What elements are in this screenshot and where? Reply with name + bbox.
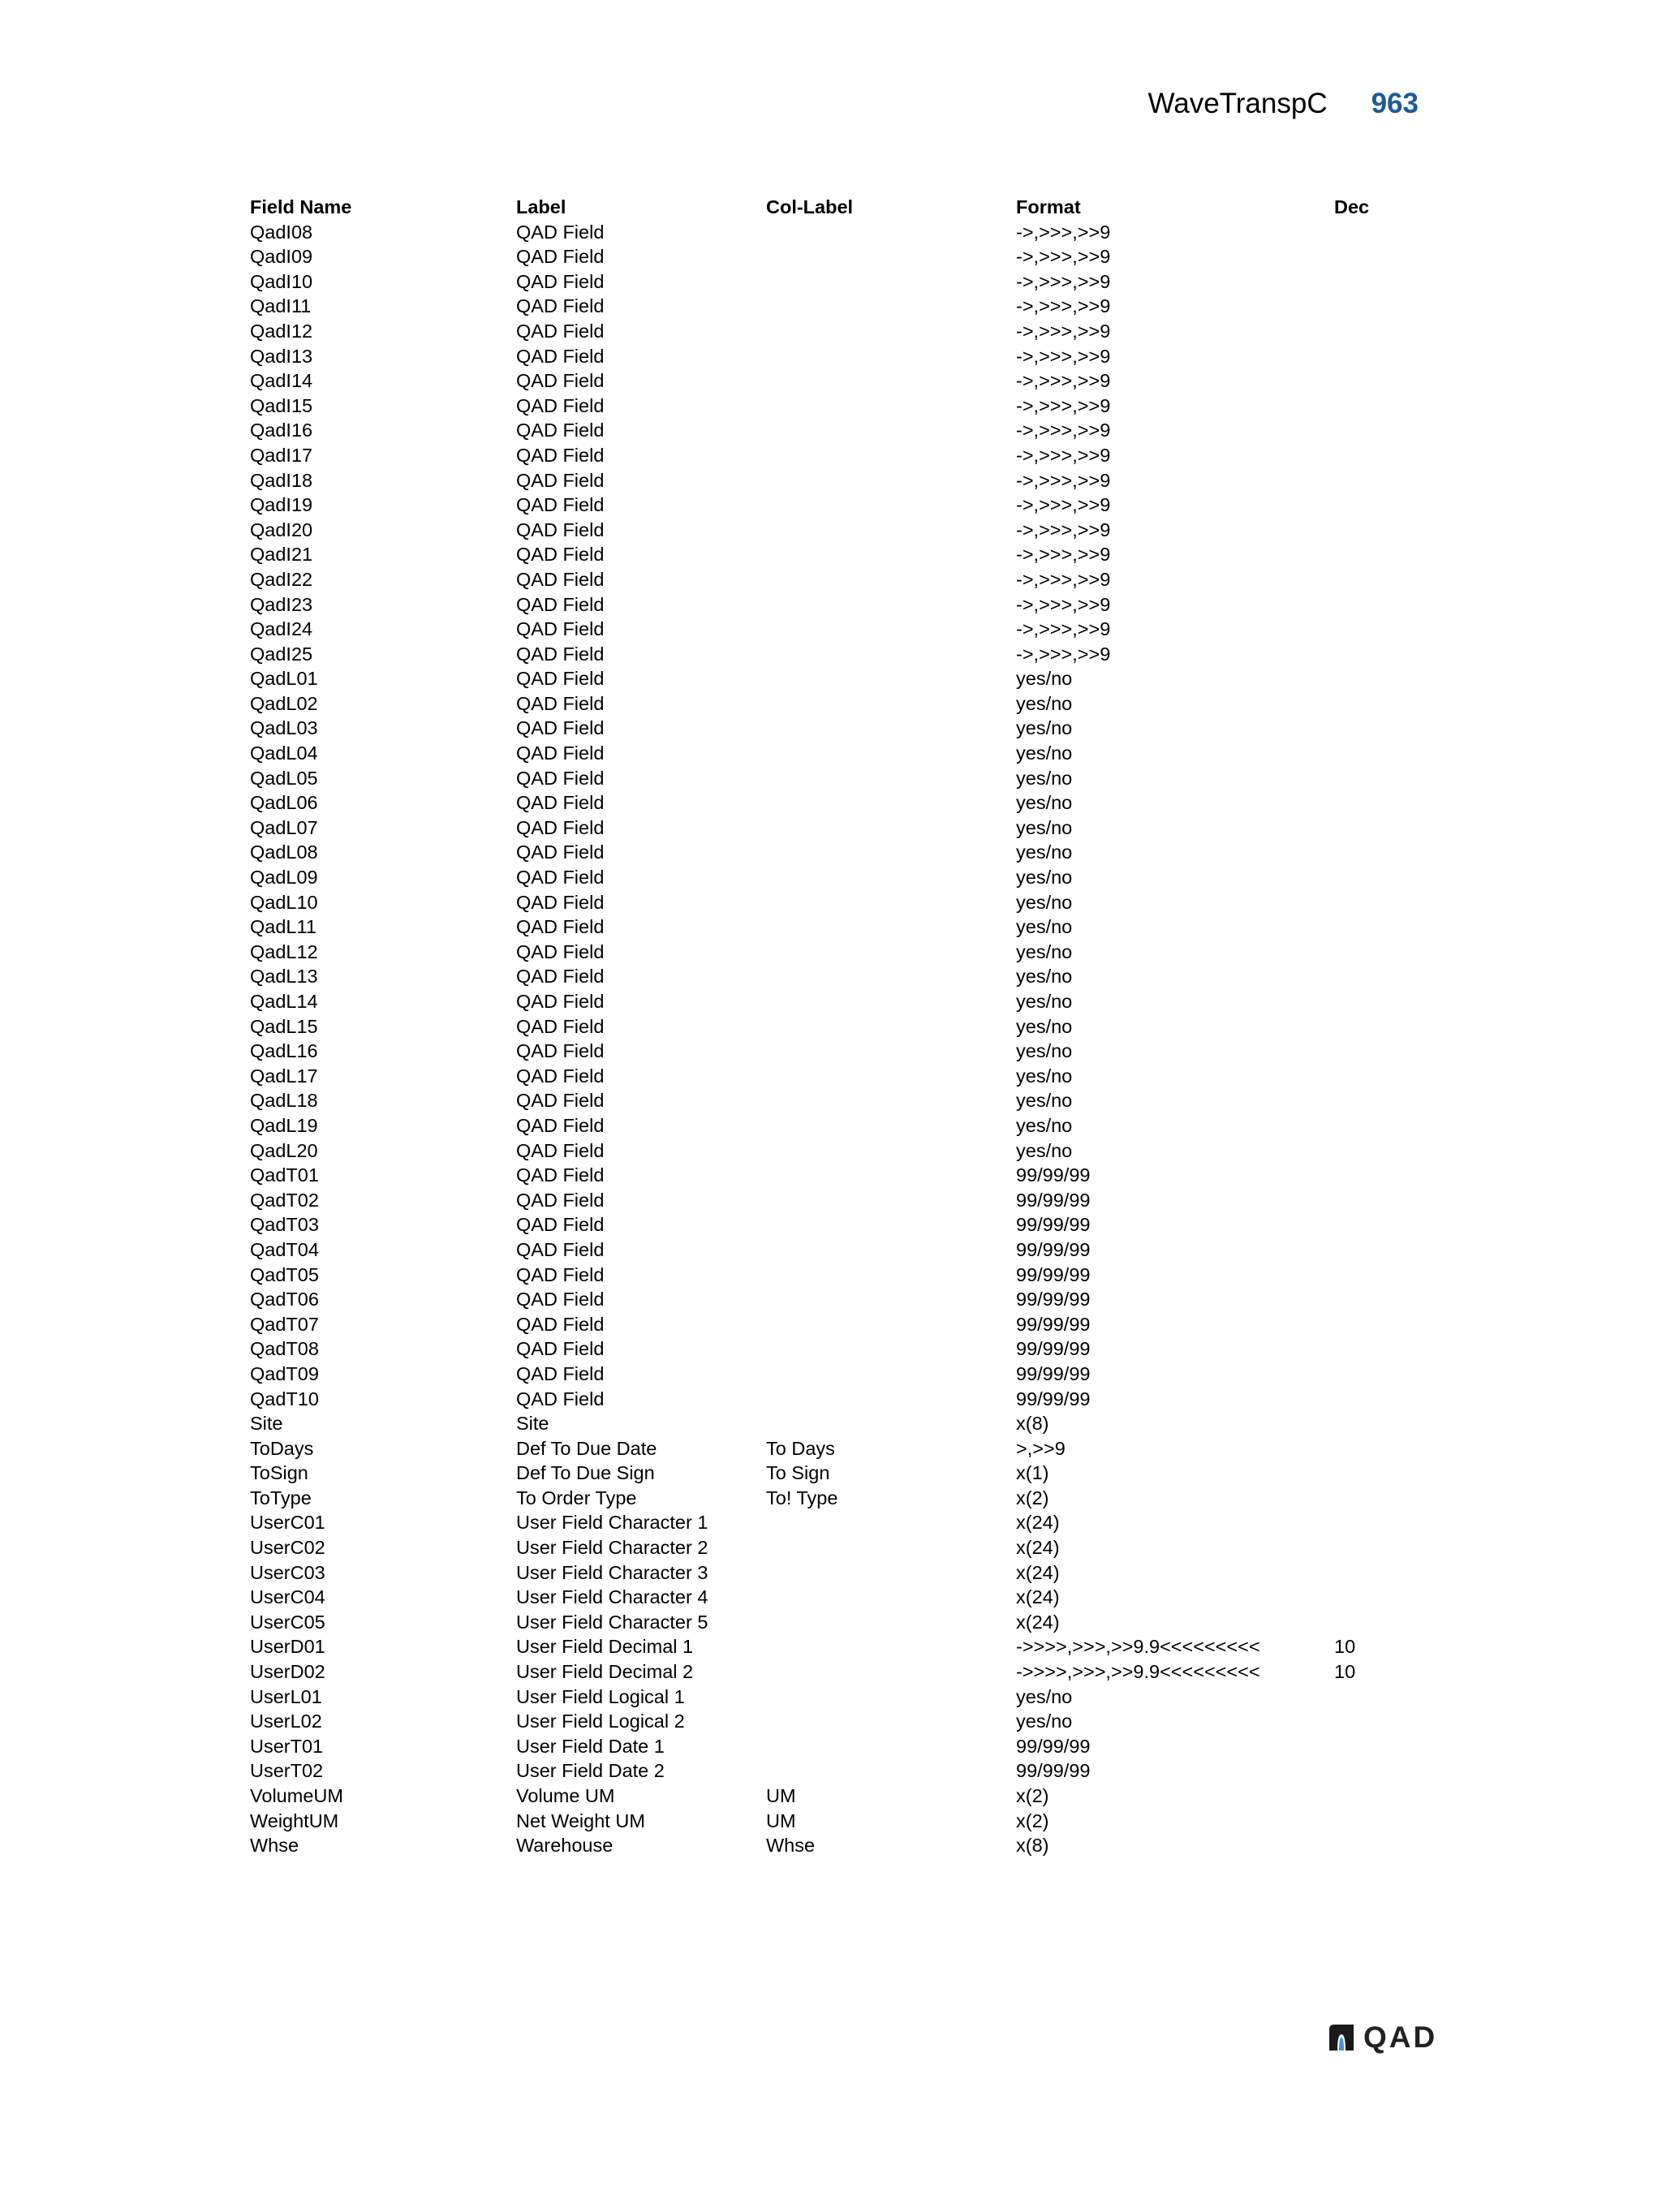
field-name-cell: QadI11	[250, 295, 312, 317]
field-name-cell: UserD01	[250, 1636, 325, 1658]
label-cell: User Field Character 4	[516, 1586, 708, 1608]
format-cell: ->,>>>,>>9	[1016, 221, 1111, 243]
field-name-cell: UserC01	[250, 1512, 325, 1534]
format-cell: yes/no	[1016, 1685, 1073, 1707]
label-cell: QAD Field	[516, 1338, 605, 1360]
field-name-cell: QadL12	[250, 940, 318, 962]
field-name-cell: QadI18	[250, 469, 313, 491]
format-cell: x(24)	[1016, 1561, 1060, 1583]
field-name-cell: ToType	[250, 1487, 312, 1508]
column-header-label: Label	[516, 196, 566, 217]
field-name-cell: QadI17	[250, 444, 313, 466]
format-cell: yes/no	[1016, 867, 1073, 889]
table-row	[250, 989, 1427, 1014]
label-cell: QAD Field	[516, 345, 605, 367]
field-name-cell: QadI13	[250, 345, 313, 367]
format-cell: ->,>>>,>>9	[1016, 469, 1111, 491]
page-number: 963	[1371, 88, 1419, 119]
label-cell: Volume UM	[516, 1785, 615, 1806]
field-name-cell: Whse	[250, 1835, 299, 1857]
column-header-format: Format	[1016, 196, 1081, 217]
format-cell: yes/no	[1016, 767, 1073, 789]
dec-cell: 10	[1334, 1661, 1356, 1683]
table-row	[250, 567, 1427, 592]
format-cell: ->,>>>,>>9	[1016, 618, 1111, 640]
format-cell: ->,>>>,>>9	[1016, 568, 1111, 590]
col-label-cell: To! Type	[766, 1487, 838, 1508]
label-cell: QAD Field	[516, 469, 605, 491]
table-row	[250, 344, 1427, 369]
label-cell: QAD Field	[516, 1015, 605, 1037]
label-cell: QAD Field	[516, 544, 605, 566]
label-cell: QAD Field	[516, 841, 605, 863]
table-row	[250, 418, 1427, 443]
format-cell: ->,>>>,>>9	[1016, 270, 1111, 292]
label-cell: QAD Field	[516, 816, 605, 838]
table-row	[250, 1064, 1427, 1089]
col-label-cell: To Sign	[766, 1462, 830, 1484]
label-cell: QAD Field	[516, 692, 605, 714]
table-row	[250, 964, 1427, 989]
table-row	[250, 394, 1427, 419]
table-row	[250, 1685, 1427, 1710]
label-cell: QAD Field	[516, 891, 605, 913]
label-cell: QAD Field	[516, 444, 605, 466]
table-row	[250, 1758, 1427, 1784]
table-row	[250, 1312, 1427, 1337]
label-cell: QAD Field	[516, 1238, 605, 1260]
format-cell: 99/99/99	[1016, 1189, 1091, 1211]
field-name-cell: QadI16	[250, 420, 313, 441]
field-table	[250, 195, 1427, 1858]
field-name-cell: QadL02	[250, 692, 318, 714]
format-cell: 99/99/99	[1016, 1263, 1091, 1285]
label-cell: QAD Field	[516, 940, 605, 962]
format-cell: yes/no	[1016, 692, 1073, 714]
label-cell: QAD Field	[516, 420, 605, 441]
column-header-col-label: Col-Label	[766, 196, 854, 217]
field-name-cell: QadI09	[250, 246, 313, 268]
label-cell: QAD Field	[516, 916, 605, 938]
label-cell: User Field Character 3	[516, 1561, 708, 1583]
field-name-cell: UserL01	[250, 1685, 322, 1707]
field-name-cell: Site	[250, 1413, 283, 1435]
field-name-cell: UserT01	[250, 1735, 324, 1757]
table-row	[250, 1336, 1427, 1362]
format-cell: x(24)	[1016, 1611, 1060, 1633]
field-name-cell: UserC04	[250, 1586, 325, 1608]
table-row	[250, 940, 1427, 965]
format-cell: yes/no	[1016, 841, 1073, 863]
field-name-cell: QadL13	[250, 966, 318, 988]
label-cell: QAD Field	[516, 519, 605, 540]
format-cell: x(1)	[1016, 1462, 1049, 1484]
label-cell: User Field Date 1	[516, 1735, 665, 1757]
label-cell: QAD Field	[516, 1114, 605, 1136]
field-name-cell: QadI12	[250, 320, 313, 342]
field-name-cell: QadL20	[250, 1139, 318, 1161]
qad-logo	[1326, 2020, 1437, 2055]
format-cell: 99/99/99	[1016, 1214, 1091, 1236]
field-name-cell: QadL18	[250, 1090, 318, 1112]
format-cell: ->,>>>,>>9	[1016, 320, 1111, 342]
field-name-cell: QadT02	[250, 1189, 319, 1211]
field-name-cell: WeightUM	[250, 1810, 339, 1831]
field-name-cell: QadT03	[250, 1214, 319, 1236]
format-cell: ->,>>>,>>9	[1016, 444, 1111, 466]
label-cell: QAD Field	[516, 643, 605, 665]
label-cell: QAD Field	[516, 792, 605, 814]
field-name-cell: QadI25	[250, 643, 313, 665]
field-name-cell: QadI22	[250, 568, 313, 590]
table-row	[250, 1833, 1427, 1858]
table-row	[250, 518, 1427, 543]
table-row	[250, 1734, 1427, 1759]
table-row	[250, 368, 1427, 394]
label-cell: Net Weight UM	[516, 1810, 645, 1831]
label-cell: Def To Due Date	[516, 1437, 657, 1459]
format-cell: x(2)	[1016, 1487, 1049, 1508]
table-row	[250, 1237, 1427, 1263]
field-name-cell: QadI14	[250, 370, 313, 392]
field-name-cell: ToSign	[250, 1462, 308, 1484]
table-row	[250, 691, 1427, 717]
format-cell: yes/no	[1016, 742, 1073, 764]
document-title: WaveTranspC	[1147, 88, 1328, 119]
column-header-dec: Dec	[1334, 196, 1370, 217]
table-row	[250, 294, 1427, 319]
field-name-cell: QadL15	[250, 1015, 318, 1037]
format-cell: 99/99/99	[1016, 1388, 1091, 1409]
table-row	[250, 493, 1427, 518]
table-row	[250, 1039, 1427, 1064]
label-cell: User Field Logical 1	[516, 1685, 685, 1707]
table-row	[250, 1113, 1427, 1138]
field-name-cell: UserC05	[250, 1611, 325, 1633]
format-cell: yes/no	[1016, 966, 1073, 988]
table-row	[250, 617, 1427, 642]
format-cell: yes/no	[1016, 916, 1073, 938]
table-row	[250, 865, 1427, 890]
label-cell: QAD Field	[516, 1065, 605, 1087]
format-cell: x(2)	[1016, 1810, 1049, 1831]
table-row	[250, 1510, 1427, 1535]
format-cell: yes/no	[1016, 717, 1073, 739]
label-cell: QAD Field	[516, 246, 605, 268]
table-row	[250, 1560, 1427, 1586]
label-cell: User Field Decimal 2	[516, 1661, 694, 1683]
field-name-cell: QadL16	[250, 1040, 318, 1062]
field-name-cell: QadI20	[250, 519, 313, 540]
field-name-cell: QadT04	[250, 1238, 319, 1260]
table-row	[250, 1362, 1427, 1387]
field-name-cell: QadT05	[250, 1263, 319, 1285]
table-row	[250, 1610, 1427, 1635]
table-row	[250, 220, 1427, 245]
field-name-cell: QadI15	[250, 394, 313, 416]
qad-logo-icon	[1326, 2023, 1357, 2052]
table-row	[250, 1188, 1427, 1213]
table-row	[250, 443, 1427, 468]
table-row	[250, 244, 1427, 269]
format-cell: ->,>>>,>>9	[1016, 370, 1111, 392]
label-cell: QAD Field	[516, 1164, 605, 1186]
format-cell: ->,>>>,>>9	[1016, 494, 1111, 516]
label-cell: User Field Date 2	[516, 1760, 665, 1782]
table-row	[250, 1809, 1427, 1834]
format-cell: yes/no	[1016, 1040, 1073, 1062]
table-row	[250, 716, 1427, 741]
label-cell: QAD Field	[516, 668, 605, 690]
field-name-cell: VolumeUM	[250, 1785, 343, 1806]
field-name-cell: QadL14	[250, 991, 318, 1012]
label-cell: QAD Field	[516, 494, 605, 516]
field-name-cell: QadI23	[250, 593, 313, 615]
label-cell: QAD Field	[516, 618, 605, 640]
label-cell: QAD Field	[516, 1189, 605, 1211]
label-cell: User Field Character 1	[516, 1512, 708, 1534]
col-label-cell: UM	[766, 1785, 796, 1806]
field-name-cell: QadL08	[250, 841, 318, 863]
qad-logo-text: QAD	[1363, 2020, 1438, 2054]
label-cell: User Field Decimal 1	[516, 1636, 694, 1658]
format-cell: 99/99/99	[1016, 1362, 1091, 1384]
table-row	[250, 269, 1427, 295]
field-name-cell: QadT08	[250, 1338, 319, 1360]
col-label-cell: Whse	[766, 1835, 816, 1857]
table-row	[250, 1486, 1427, 1511]
format-cell: ->,>>>,>>9	[1016, 420, 1111, 441]
label-cell: QAD Field	[516, 966, 605, 988]
label-cell: QAD Field	[516, 593, 605, 615]
col-label-cell: UM	[766, 1810, 796, 1831]
table-row	[250, 542, 1427, 567]
field-name-cell: QadL05	[250, 767, 318, 789]
table-row	[250, 1287, 1427, 1312]
format-cell: yes/no	[1016, 1139, 1073, 1161]
format-cell: ->,>>>,>>9	[1016, 519, 1111, 540]
field-name-cell: ToDays	[250, 1437, 314, 1459]
format-cell: ->>>>,>>>,>>9.9<<<<<<<<<	[1016, 1661, 1260, 1683]
format-cell: ->,>>>,>>9	[1016, 593, 1111, 615]
field-name-cell: UserC03	[250, 1561, 325, 1583]
label-cell: QAD Field	[516, 867, 605, 889]
label-cell: Site	[516, 1413, 549, 1435]
table-row	[250, 816, 1427, 841]
col-label-cell: To Days	[766, 1437, 835, 1459]
field-name-cell: QadL06	[250, 792, 318, 814]
format-cell: ->,>>>,>>9	[1016, 295, 1111, 317]
label-cell: Warehouse	[516, 1835, 614, 1857]
format-cell: 99/99/99	[1016, 1164, 1091, 1186]
field-name-cell: QadI08	[250, 221, 313, 243]
format-cell: yes/no	[1016, 1065, 1073, 1087]
table-row	[250, 1535, 1427, 1560]
field-name-cell: QadT10	[250, 1388, 319, 1409]
table-row	[250, 790, 1427, 816]
format-cell: x(8)	[1016, 1413, 1049, 1435]
field-name-cell: QadL19	[250, 1114, 318, 1136]
field-name-cell: UserT02	[250, 1760, 324, 1782]
table-row	[250, 1436, 1427, 1461]
table-row	[250, 1411, 1427, 1436]
table-row	[250, 890, 1427, 915]
format-cell: yes/no	[1016, 1015, 1073, 1037]
label-cell: QAD Field	[516, 568, 605, 590]
label-cell: User Field Character 5	[516, 1611, 708, 1633]
field-name-cell: QadT07	[250, 1313, 319, 1335]
label-cell: User Field Logical 2	[516, 1711, 685, 1732]
table-row	[250, 1263, 1427, 1288]
label-cell: User Field Character 2	[516, 1537, 708, 1559]
format-cell: ->,>>>,>>9	[1016, 345, 1111, 367]
table-row	[250, 666, 1427, 691]
label-cell: QAD Field	[516, 1362, 605, 1384]
label-cell: QAD Field	[516, 270, 605, 292]
label-cell: QAD Field	[516, 370, 605, 392]
field-name-cell: QadL10	[250, 891, 318, 913]
format-cell: yes/no	[1016, 816, 1073, 838]
field-name-cell: QadL01	[250, 668, 318, 690]
table-row	[250, 1461, 1427, 1486]
table-row	[250, 1212, 1427, 1237]
table-row	[250, 319, 1427, 344]
table-header-row	[250, 195, 1427, 220]
table-row	[250, 1014, 1427, 1039]
format-cell: 99/99/99	[1016, 1289, 1091, 1310]
label-cell: QAD Field	[516, 1090, 605, 1112]
field-name-cell: QadL04	[250, 742, 318, 764]
format-cell: yes/no	[1016, 1090, 1073, 1112]
label-cell: To Order Type	[516, 1487, 637, 1508]
format-cell: ->,>>>,>>9	[1016, 544, 1111, 566]
field-name-cell: UserC02	[250, 1537, 325, 1559]
label-cell: QAD Field	[516, 1263, 605, 1285]
label-cell: QAD Field	[516, 221, 605, 243]
field-name-cell: QadI21	[250, 544, 313, 566]
field-name-cell: QadT06	[250, 1289, 319, 1310]
table-row	[250, 1163, 1427, 1188]
field-name-cell: UserD02	[250, 1661, 325, 1683]
label-cell: Def To Due Sign	[516, 1462, 655, 1484]
field-name-cell: QadL17	[250, 1065, 318, 1087]
field-name-cell: QadI24	[250, 618, 313, 640]
label-cell: QAD Field	[516, 1289, 605, 1310]
table-row	[250, 741, 1427, 766]
format-cell: 99/99/99	[1016, 1313, 1091, 1335]
label-cell: QAD Field	[516, 1040, 605, 1062]
table-row	[250, 1784, 1427, 1809]
format-cell: yes/no	[1016, 1114, 1073, 1136]
label-cell: QAD Field	[516, 767, 605, 789]
dec-cell: 10	[1334, 1636, 1356, 1658]
table-row	[250, 1088, 1427, 1113]
format-cell: x(24)	[1016, 1512, 1060, 1534]
field-name-cell: QadI19	[250, 494, 313, 516]
label-cell: QAD Field	[516, 991, 605, 1012]
format-cell: ->,>>>,>>9	[1016, 643, 1111, 665]
label-cell: QAD Field	[516, 717, 605, 739]
label-cell: QAD Field	[516, 295, 605, 317]
label-cell: QAD Field	[516, 742, 605, 764]
format-cell: yes/no	[1016, 1711, 1073, 1732]
field-name-cell: QadL11	[250, 916, 316, 938]
format-cell: yes/no	[1016, 940, 1073, 962]
label-cell: QAD Field	[516, 1313, 605, 1335]
format-cell: 99/99/99	[1016, 1735, 1091, 1757]
table-row	[250, 1585, 1427, 1610]
format-cell: ->,>>>,>>9	[1016, 394, 1111, 416]
field-name-cell: QadI10	[250, 270, 313, 292]
format-cell: yes/no	[1016, 792, 1073, 814]
field-name-cell: UserL02	[250, 1711, 322, 1732]
table-row	[250, 766, 1427, 791]
format-cell: x(2)	[1016, 1785, 1049, 1806]
field-name-cell: QadL09	[250, 867, 318, 889]
table-row	[250, 592, 1427, 618]
table-row	[250, 642, 1427, 667]
label-cell: QAD Field	[516, 394, 605, 416]
table-row	[250, 840, 1427, 865]
column-header-field-name: Field Name	[250, 196, 352, 217]
table-row	[250, 1659, 1427, 1685]
label-cell: QAD Field	[516, 1388, 605, 1409]
page-header	[1148, 88, 1419, 128]
table-row	[250, 1387, 1427, 1412]
format-cell: ->>>>,>>>,>>9.9<<<<<<<<<	[1016, 1636, 1260, 1658]
format-cell: 99/99/99	[1016, 1238, 1091, 1260]
table-row	[250, 1634, 1427, 1659]
format-cell: 99/99/99	[1016, 1760, 1091, 1782]
table-row	[250, 1138, 1427, 1164]
format-cell: x(24)	[1016, 1537, 1060, 1559]
label-cell: QAD Field	[516, 1139, 605, 1161]
format-cell: yes/no	[1016, 991, 1073, 1012]
table-row	[250, 1709, 1427, 1734]
field-name-cell: QadT01	[250, 1164, 319, 1186]
field-name-cell: QadT09	[250, 1362, 319, 1384]
format-cell: yes/no	[1016, 668, 1073, 690]
format-cell: ->,>>>,>>9	[1016, 246, 1111, 268]
table-row	[250, 468, 1427, 493]
format-cell: x(24)	[1016, 1586, 1060, 1608]
format-cell: yes/no	[1016, 891, 1073, 913]
label-cell: QAD Field	[516, 1214, 605, 1236]
format-cell: 99/99/99	[1016, 1338, 1091, 1360]
format-cell: >,>>9	[1016, 1437, 1066, 1459]
table-row	[250, 914, 1427, 940]
field-name-cell: QadL07	[250, 816, 318, 838]
format-cell: x(8)	[1016, 1835, 1049, 1857]
label-cell: QAD Field	[516, 320, 605, 342]
field-name-cell: QadL03	[250, 717, 318, 739]
